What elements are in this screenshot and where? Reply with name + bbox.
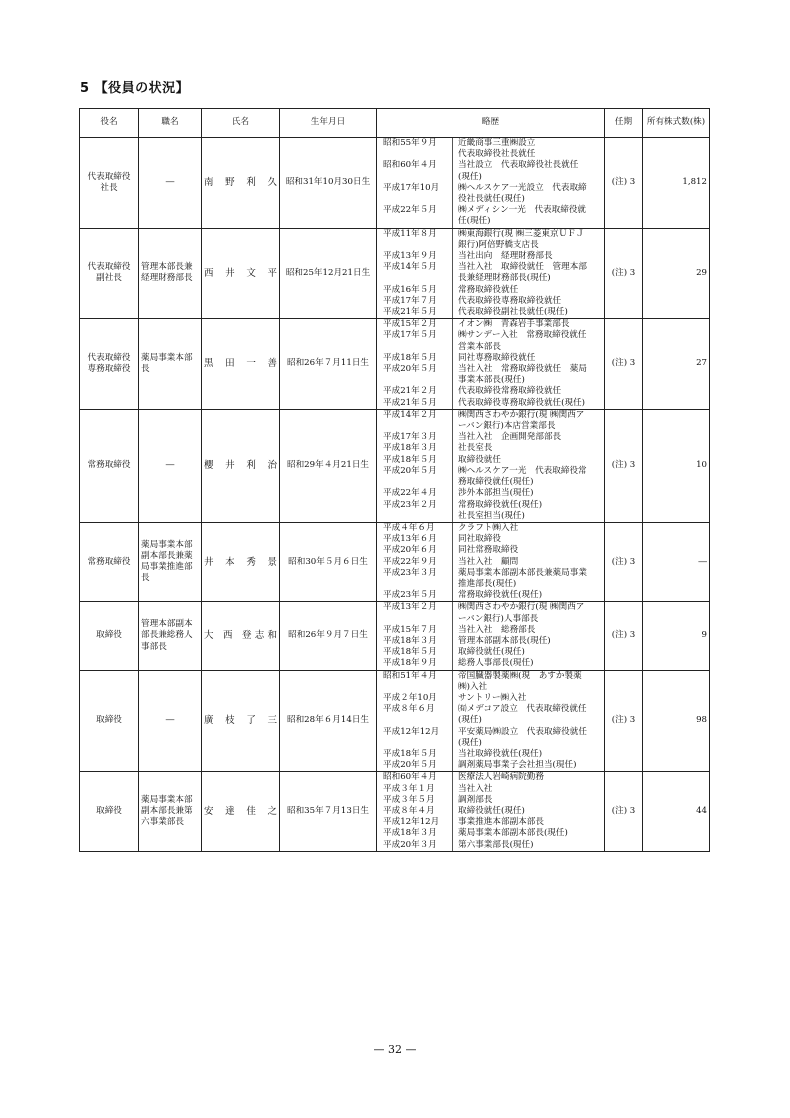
officer-position: 薬局事業本部長 (139, 319, 202, 410)
history-date: 平成17年10月 (379, 183, 453, 194)
header-shares: 所有株式数(株) (643, 109, 710, 138)
history-entry: 推進部長(現任) (458, 578, 517, 589)
header-name: 氏名 (202, 109, 280, 138)
history-date: 平成17年７月 (379, 296, 453, 307)
history-entry: 取締役就任(現任) (458, 805, 525, 816)
history-list (379, 523, 602, 601)
header-role: 役名 (80, 109, 139, 138)
officer-birthdate: 昭和26年７月11日生 (280, 319, 377, 410)
officer-role: 代表取締役 専務取締役 (80, 319, 139, 410)
history-date: 平成22年４月 (379, 488, 453, 499)
history-list (379, 410, 602, 522)
history-entry: 当社入社 企画開発部部長 (458, 432, 562, 443)
history-entry: 当社入社 総務部長 (458, 624, 536, 635)
officer-name: 櫻 井 利 治 (202, 409, 280, 522)
history-date: 昭和55年９月 (379, 138, 453, 149)
history-date: 平成14年２月 (379, 410, 453, 421)
history-date: 平成20年３月 (379, 840, 453, 851)
history-entry: 代表取締役専務取締役就任 (458, 295, 562, 306)
history-entry: 常務取締役就任(現任) (458, 499, 543, 510)
history-entry: 当社入社 顧問 (458, 556, 519, 567)
history-date (379, 477, 453, 488)
history-entry: 同社常務取締役 (458, 545, 519, 556)
history-entry: 渉外本部担当(現任) (458, 488, 534, 499)
page-number: — 32 — (373, 1043, 417, 1056)
history-entry: 同社取締役 (458, 534, 501, 545)
history-date: 平成20年５月 (379, 760, 453, 771)
history-date: 平成22年９月 (379, 557, 453, 568)
history-date: 平成18年９月 (379, 658, 453, 669)
officer-role: 代表取締役 副社長 (80, 228, 139, 319)
header-history: 略歴 (377, 109, 605, 138)
history-date (379, 715, 453, 726)
history-entry: 近畿商事三重㈱設立 (458, 138, 536, 148)
table-header-row (80, 109, 710, 138)
history-entry: 事業本部長(現任) (458, 375, 525, 386)
history-date (379, 273, 453, 284)
officer-name: 大 西 登志和 (202, 602, 280, 670)
history-date: 平成16年５月 (379, 285, 453, 296)
officer-shares: 27 (643, 319, 710, 410)
officer-role: 常務取締役 (80, 522, 139, 601)
history-entry: クラフト㈱入社 (458, 522, 519, 533)
officer-shares: 10 (643, 409, 710, 522)
history-date: 平成21年５月 (379, 307, 453, 318)
officer-name: 廣 枝 了 三 (202, 670, 280, 772)
table-row (80, 228, 710, 319)
history-entry: 取締役就任(現任) (458, 647, 525, 658)
history-date: 平成14年５月 (379, 262, 453, 273)
history-entry: (現任) (458, 737, 482, 748)
officer-shares: ― (643, 522, 710, 601)
history-date: 平成23年３月 (379, 568, 453, 579)
history-entry: 社長室長 (458, 443, 493, 454)
officer-history (377, 138, 605, 229)
history-date (379, 579, 453, 590)
history-date: 平成22年５月 (379, 205, 453, 216)
history-date: 平成23年５月 (379, 590, 453, 601)
officer-term: (注) 3 (605, 772, 643, 851)
officer-position: ― (139, 670, 202, 772)
officer-history (377, 409, 605, 522)
history-date: 平成21年５月 (379, 398, 453, 409)
history-date (379, 240, 453, 251)
history-entry: 営業本部長 (458, 341, 501, 352)
history-date: 平成８年４月 (379, 806, 453, 817)
history-date: 平成20年５月 (379, 364, 453, 375)
history-entry: 代表取締役常務取締役就任 (458, 386, 562, 397)
officer-position: 管理本部長兼経理財務部長 (139, 228, 202, 319)
history-date: 平成18年５月 (379, 353, 453, 364)
officer-birthdate: 昭和28年６月14日生 (280, 670, 377, 772)
history-date (379, 342, 453, 353)
history-entry: 当社設立 代表取締役社長就任 (458, 160, 579, 171)
history-date: 昭和60年４月 (379, 160, 453, 171)
history-entry: 常務取締役就任(現任) (458, 590, 543, 601)
officer-birthdate: 昭和31年10月30日生 (280, 138, 377, 229)
officer-term: (注) 3 (605, 602, 643, 670)
history-entry: 薬局事業本部副本部長(現任) (458, 828, 568, 839)
officer-shares: 98 (643, 670, 710, 772)
history-date (379, 614, 453, 625)
officer-role: 取締役 (80, 602, 139, 670)
officer-shares: 1,812 (643, 138, 710, 229)
officer-history (377, 522, 605, 601)
history-date: 平成21年２月 (379, 386, 453, 397)
history-entry: イオン㈱ 青森岩手事業部長 (458, 319, 570, 330)
history-list (379, 229, 602, 319)
history-date: 昭和51年４月 (379, 671, 453, 682)
officer-term: (注) 3 (605, 319, 643, 410)
history-list (379, 319, 602, 409)
history-date: 平成11年８月 (379, 229, 453, 240)
table-row (80, 522, 710, 601)
history-date: 平成18年５月 (379, 455, 453, 466)
history-date: 平成12年12月 (379, 817, 453, 828)
officer-name: 南 野 利 久 (202, 138, 280, 229)
history-date (379, 216, 453, 227)
history-date: 平成３年１月 (379, 784, 453, 795)
officer-position: 薬局事業本部副本部長兼第六事業部長 (139, 772, 202, 851)
history-entry: ㈱メディシン一光 代表取締役就 (458, 205, 587, 216)
history-entry: 社長室担当(現任) (458, 510, 525, 521)
history-entry: 平安薬局㈱設立 代表取締役就任 (458, 726, 587, 737)
history-entry: (現任) (458, 171, 482, 182)
officer-role: 取締役 (80, 772, 139, 851)
officer-name: 黒 田 一 善 (202, 319, 280, 410)
history-entry: 薬局事業本部副本部長兼薬局事業 (458, 567, 587, 578)
officer-role: 常務取締役 (80, 409, 139, 522)
section-title: 5 【役員の状況】 (80, 81, 190, 96)
history-date (379, 172, 453, 183)
officer-name: 井 本 秀 景 (202, 522, 280, 601)
history-date: 平成８年６月 (379, 704, 453, 715)
officer-shares: 9 (643, 602, 710, 670)
history-entry: ㈱サンデー入社 常務取締役就任 (458, 330, 587, 341)
officer-term: (注) 3 (605, 228, 643, 319)
history-entry: ㈱関西さわやか銀行(現 ㈱関西ア (458, 409, 585, 420)
history-date: 平成13年２月 (379, 602, 453, 613)
history-entry: ㈱関西さわやか銀行(現 ㈱関西ア (458, 602, 585, 613)
history-entry: 第六事業部長(現任) (458, 839, 534, 850)
history-date (379, 511, 453, 522)
history-entry: 管理本部副本部長(現任) (458, 635, 551, 646)
table-row (80, 409, 710, 522)
history-entry: 代表取締役社長就任 (458, 149, 536, 160)
history-date: 昭和60年４月 (379, 772, 453, 783)
history-list (379, 138, 602, 228)
history-entry: 同社専務取締役就任 (458, 352, 536, 363)
history-entry: 務取締役就任(現任) (458, 477, 534, 488)
history-entry: 銀行)阿倍野橋支店長 (458, 239, 539, 250)
history-entry: 当社入社 取締役就任 管理本部 (458, 262, 587, 273)
officer-term: (注) 3 (605, 138, 643, 229)
officer-name: 安 達 佳 之 (202, 772, 280, 851)
history-entry: 当社出向 経理財務部長 (458, 251, 553, 262)
history-entry: 当社入社 常務取締役就任 薬局 (458, 364, 587, 375)
header-position: 職名 (139, 109, 202, 138)
officer-term: (注) 3 (605, 409, 643, 522)
history-entry: 調剤薬局事業子会社担当(現任) (458, 760, 577, 771)
header-birth: 生年月日 (280, 109, 377, 138)
officer-role: 代表取締役 社長 (80, 138, 139, 229)
history-list (379, 671, 602, 772)
history-entry: 代表取締役専務取締役就任(現任) (458, 397, 586, 408)
history-date: 平成15年７月 (379, 625, 453, 636)
history-entry: 役社長就任(現任) (458, 194, 525, 205)
officer-term: (注) 3 (605, 670, 643, 772)
officer-history (377, 602, 605, 670)
table-row (80, 602, 710, 670)
history-date (379, 149, 453, 160)
officer-history (377, 670, 605, 772)
history-date: 平成18年５月 (379, 749, 453, 760)
history-entry: (現任) (458, 715, 482, 726)
history-entry: サントリー㈱入社 (458, 692, 527, 703)
history-date (379, 421, 453, 432)
history-list (379, 602, 602, 669)
history-date: 平成20年６月 (379, 545, 453, 556)
history-entry: 長兼経理財務部長(現任) (458, 273, 551, 284)
history-list (379, 772, 602, 850)
officer-birthdate: 昭和35年７月13日生 (280, 772, 377, 851)
header-term: 任期 (605, 109, 643, 138)
history-date: 平成15年２月 (379, 319, 453, 330)
history-entry: 任(現任) (458, 216, 491, 227)
history-entry: 事業推進本部副本部長 (458, 817, 544, 828)
history-date (379, 375, 453, 386)
officer-term: (注) 3 (605, 522, 643, 601)
history-date: 平成18年５月 (379, 647, 453, 658)
history-date (379, 682, 453, 693)
history-date: 平成18年３月 (379, 443, 453, 454)
history-entry: 当社取締役就任(現任) (458, 748, 543, 759)
history-date (379, 738, 453, 749)
officer-position: 薬局事業本部副本部長兼薬局事業推進部長 (139, 522, 202, 601)
history-entry: 調剤部長 (458, 794, 493, 805)
officer-birthdate: 昭和26年９月７日生 (280, 602, 377, 670)
history-date: 平成20年５月 (379, 466, 453, 477)
table-row (80, 772, 710, 851)
history-entry: ㈱ヘルスケア一光 代表取締役常 (458, 465, 587, 476)
history-entry: 医療法人岩崎病院勤務 (458, 772, 544, 783)
history-entry: 常務取締役就任 (458, 284, 519, 295)
officer-role: 取締役 (80, 670, 139, 772)
officer-birthdate: 昭和25年12月21日生 (280, 228, 377, 319)
officer-name: 西 井 文 平 (202, 228, 280, 319)
table-row (80, 138, 710, 229)
history-date: 平成23年２月 (379, 500, 453, 511)
history-date: 平成17年３月 (379, 432, 453, 443)
history-entry: ㈲メデコア設立 代表取締役就任 (458, 704, 587, 715)
history-date: 平成18年３月 (379, 636, 453, 647)
history-entry: ーバン銀行)人事部長 (458, 613, 539, 624)
history-date: 平成13年９月 (379, 251, 453, 262)
history-entry: 当社入社 (458, 783, 493, 794)
officer-shares: 29 (643, 228, 710, 319)
history-date: 平成18年３月 (379, 828, 453, 839)
history-entry: ㈱)入社 (458, 681, 488, 692)
officer-position: ― (139, 138, 202, 229)
history-date: 平成17年５月 (379, 330, 453, 341)
history-entry: 取締役就任 (458, 454, 501, 465)
history-date: 平成12年12月 (379, 727, 453, 738)
history-date: 平成13年６月 (379, 534, 453, 545)
officer-shares: 44 (643, 772, 710, 851)
officer-position: ― (139, 409, 202, 522)
officer-history (377, 228, 605, 319)
history-date: 平成２年10月 (379, 693, 453, 704)
history-entry: 代表取締役副社長就任(現任) (458, 307, 568, 318)
officer-birthdate: 昭和29年４月21日生 (280, 409, 377, 522)
officer-history (377, 772, 605, 851)
table-body (80, 138, 710, 852)
officers-table (79, 108, 710, 852)
history-date: 平成３年５月 (379, 795, 453, 806)
history-date (379, 194, 453, 205)
officer-position: 管理本部副本部長兼総務人事部長 (139, 602, 202, 670)
history-entry: 帝国臓器製薬㈱(現 あすか製薬 (458, 670, 582, 681)
table-row (80, 319, 710, 410)
table-row (80, 670, 710, 772)
officer-history (377, 319, 605, 410)
history-entry: ㈱ヘルスケア一光設立 代表取締 (458, 182, 587, 193)
history-entry: 総務人事部長(現任) (458, 658, 534, 669)
officer-birthdate: 昭和30年５月６日生 (280, 522, 377, 601)
history-entry: ーバン銀行)本店営業部長 (458, 421, 556, 432)
history-date: 平成４年６月 (379, 523, 453, 534)
history-entry: ㈱東海銀行(現 ㈱三菱東京ＵＦＪ (458, 228, 585, 239)
